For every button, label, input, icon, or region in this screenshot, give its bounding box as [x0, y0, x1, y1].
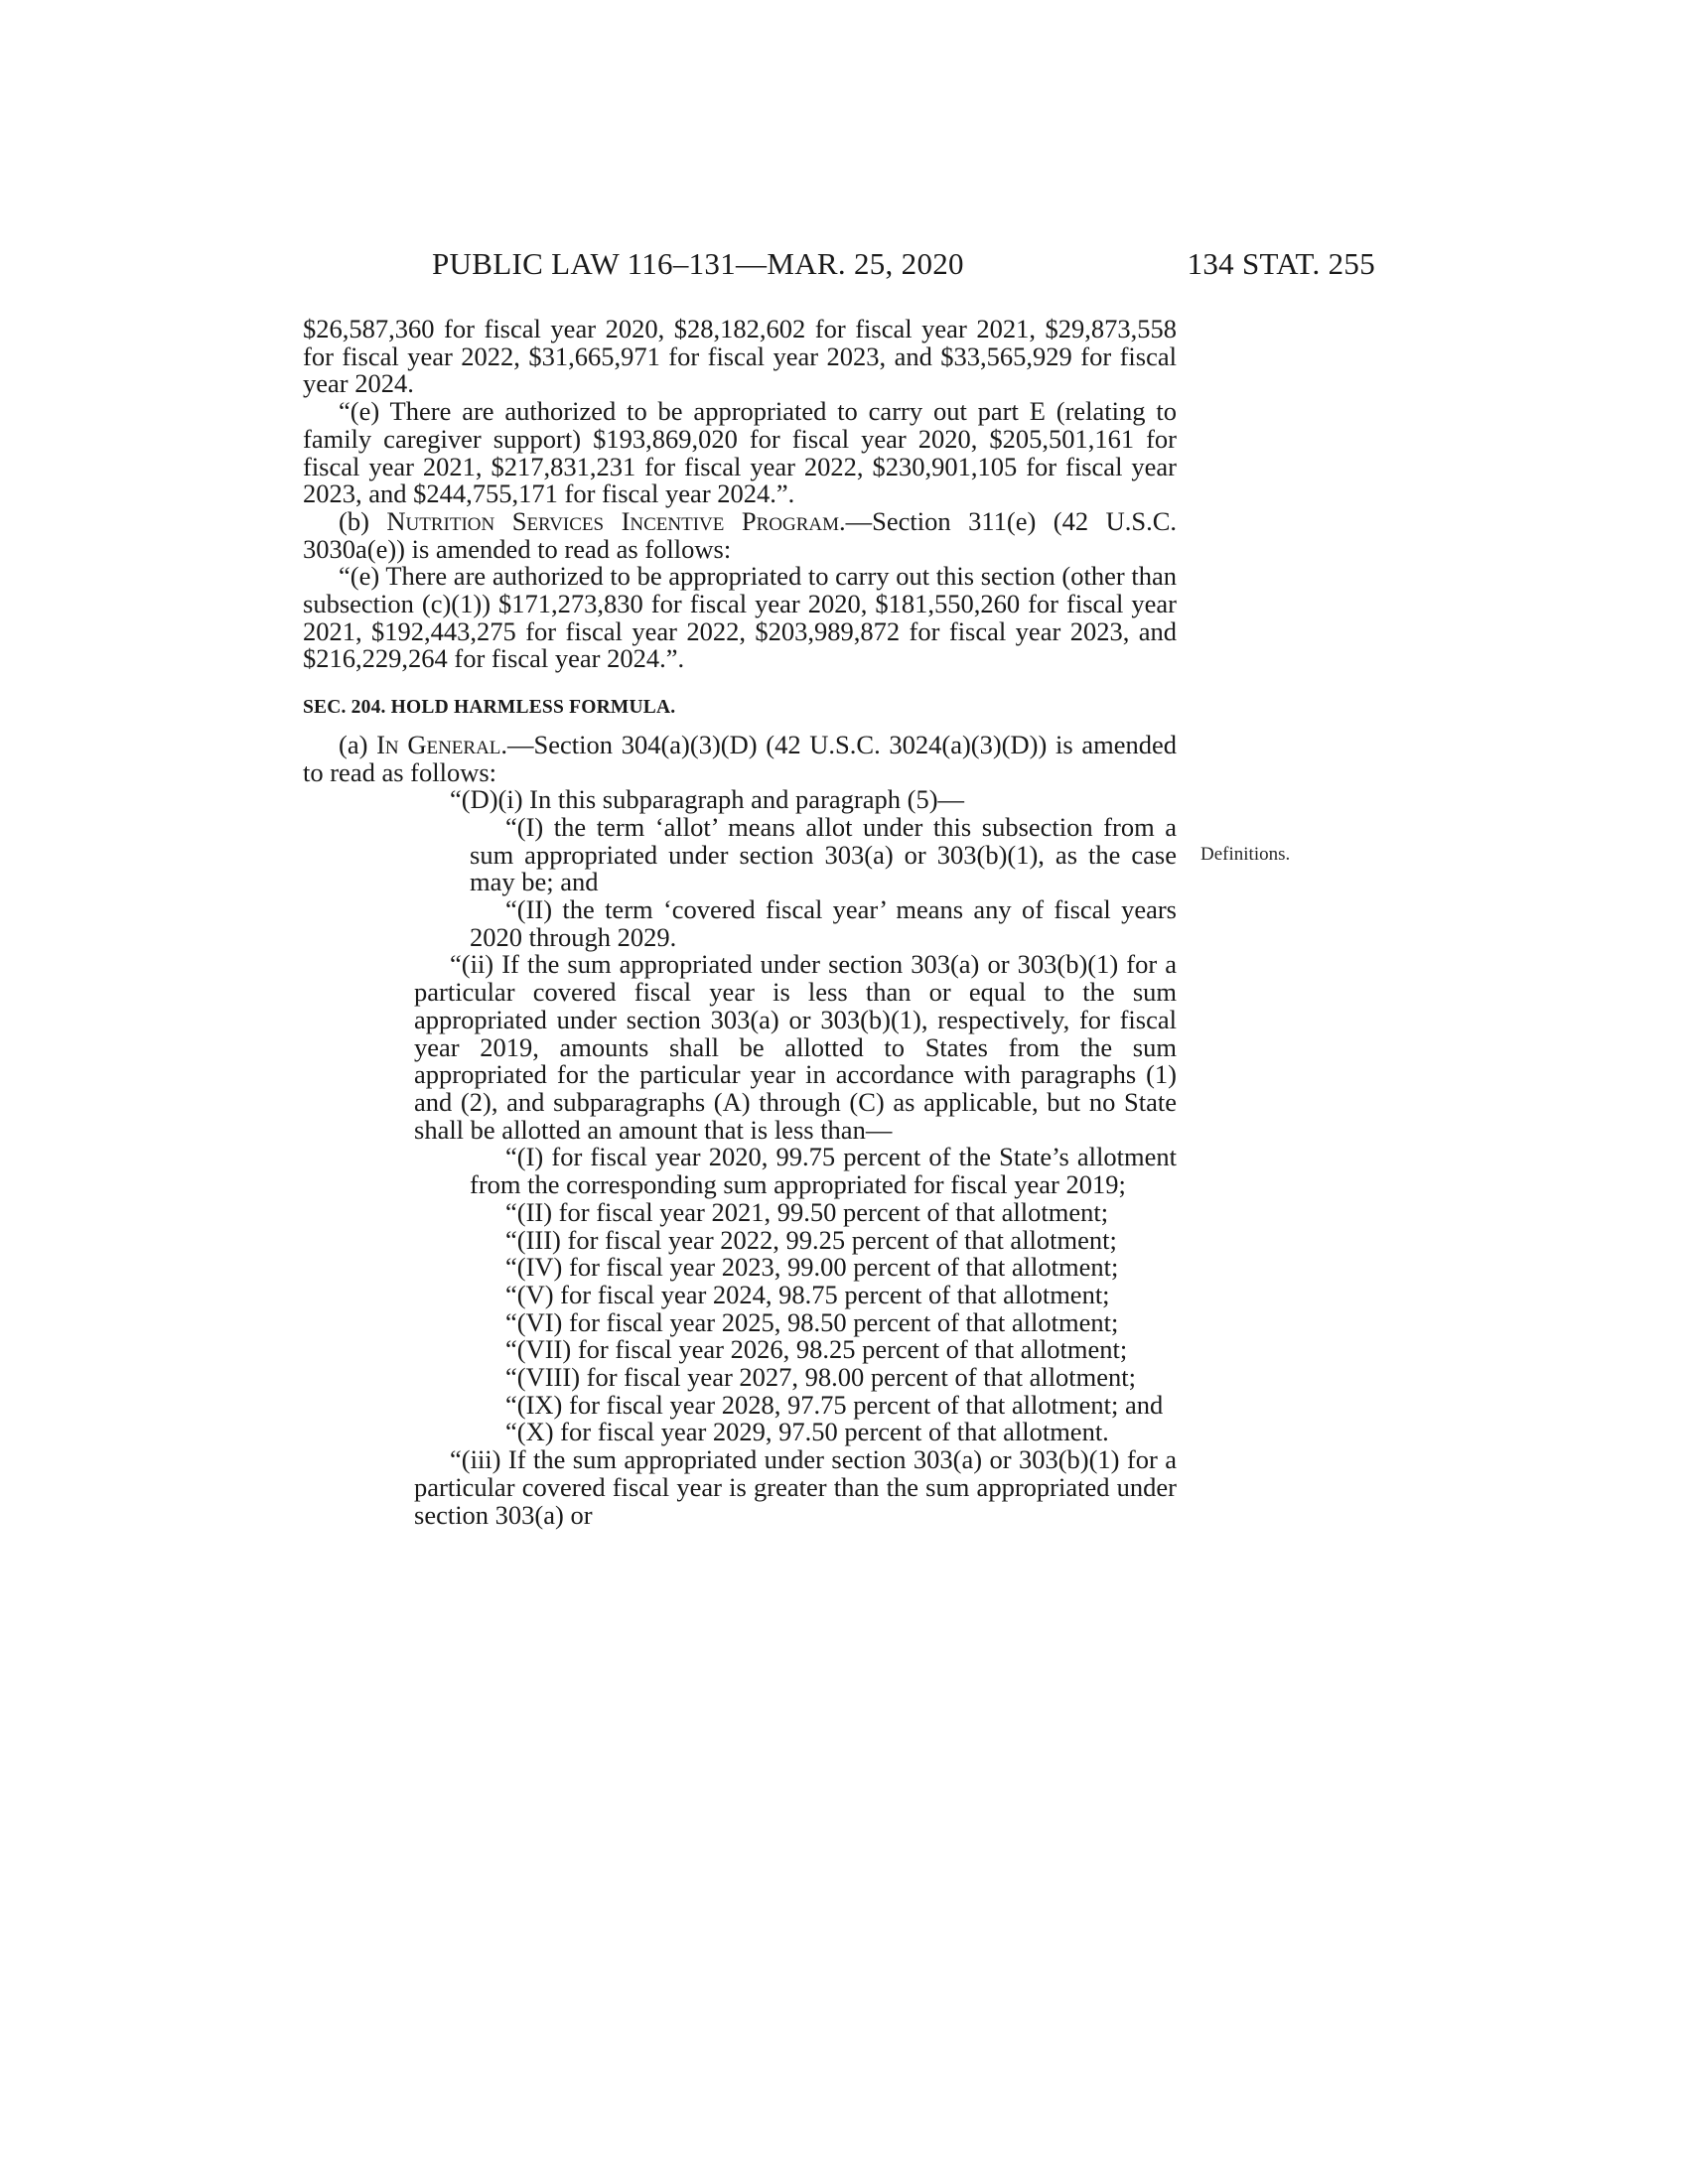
clause-d-iii: “(iii) If the sum appropriated under section 303(a) or 303(b)(1) for a particular covered fiscal year is greater than the sum appropriated under section 303(a) or [414, 1444, 1177, 1530]
paragraph-subsection-b [303, 505, 1177, 564]
clause-d-i: “(D)(i) In this subparagraph and paragraph (5)— [450, 784, 965, 815]
list-item: “(V) for fiscal year 2024, 98.75 percent of that allotment; [505, 1279, 1110, 1309]
list-item: “(VIII) for fiscal year 2027, 98.00 percent of that allotment; [505, 1362, 1137, 1393]
margin-note-definitions: Definitions. [1200, 844, 1291, 865]
subsection-label: (b) [339, 505, 387, 536]
list-item: “(II) for fiscal year 2021, 99.50 percent of that allotment; [505, 1196, 1109, 1227]
subsection-heading: Nutrition Services Incentive Program. [386, 505, 846, 536]
paragraph-subsection-a [303, 729, 1177, 787]
page-body [303, 316, 1177, 1529]
subsection-text: —Section 311(e) (42 U.S.C. 3030a(e)) is amended to read as follows: [303, 505, 1177, 564]
list-item: “(IV) for fiscal year 2023, 99.00 percent of that allotment; [505, 1252, 1119, 1283]
page-stat-number: 134 STAT. 255 [1187, 246, 1375, 281]
section-heading: SEC. 204. HOLD HARMLESS FORMULA. [303, 697, 676, 719]
list-item: “(X) for fiscal year 2029, 97.50 percent of that allotment. [505, 1417, 1109, 1447]
paragraph-subsection-e-caregiver: “(e) There are authorized to be appropriated to carry out part E (relating to family caregiver support) $193,869,020 for fiscal year 2020, $205,501,161 for fiscal year 2021, $217,831,231 for fiscal year 2022, $230,901,105 for fiscal year 2023, and $244,755,171 for fiscal year 2024.”. [303, 396, 1177, 509]
list-item: “(I) for fiscal year 2020, 99.75 percent of the State’s allotment from the corresponding sum appropriated for fiscal year 2019; [470, 1142, 1177, 1200]
list-item: “(III) for fiscal year 2022, 99.25 percent of that allotment; [505, 1224, 1117, 1255]
subsection-heading: In General. [376, 729, 508, 759]
paragraph-subsection-e-nutrition: “(e) There are authorized to be appropriated to carry out this section (other than subsection (c)(1)) $171,273,830 for fiscal year 2020, $181,550,260 for fiscal year 2021, $192,443,275 for fiscal year 2022, $203,989,872 for fiscal year 2023, and $216,229,264 for fiscal year 2024.”. [303, 561, 1177, 674]
running-header-title: PUBLIC LAW 116–131—MAR. 25, 2020 [432, 246, 964, 281]
list-item: “(VII) for fiscal year 2026, 98.25 percent of that allotment; [505, 1334, 1128, 1365]
list-item: “(VI) for fiscal year 2025, 98.50 percent of that allotment; [505, 1306, 1119, 1337]
subsection-label: (a) [339, 729, 377, 759]
subclause-d-i-I: “(I) the term ‘allot’ means allot under this subsection from a sum appropriated under section 303(a) or 303(b)(1), as the case may be; and [470, 811, 1177, 897]
clause-d-ii: “(ii) If the sum appropriated under section 303(a) or 303(b)(1) for a particular covered fiscal year is less than or equal to the sum appropriated under section 303(a) or 303(b)(1), respectively, for fiscal year 2019, amounts shall be allotted to States from the sum appropriated for the particular year in accordance with paragraphs (1) and (2), and subparagraphs (A) through (C) as applicable, but no State shall be allotted an amount that is less than— [414, 949, 1177, 1145]
subsection-text: —Section 304(a)(3)(D) (42 U.S.C. 3024(a)(3)(D)) is amended to read as follows: [303, 729, 1177, 787]
subclause-d-i-II: “(II) the term ‘covered fiscal year’ means any of fiscal years 2020 through 2029. [470, 894, 1177, 952]
list-item: “(IX) for fiscal year 2028, 97.75 percent of that allotment; and [505, 1389, 1164, 1420]
paragraph-continuation: $26,587,360 for fiscal year 2020, $28,182,602 for fiscal year 2021, $29,873,558 for fiscal year 2022, $31,665,971 for fiscal year 2023, and $33,565,929 for fiscal year 2024. [303, 314, 1177, 399]
